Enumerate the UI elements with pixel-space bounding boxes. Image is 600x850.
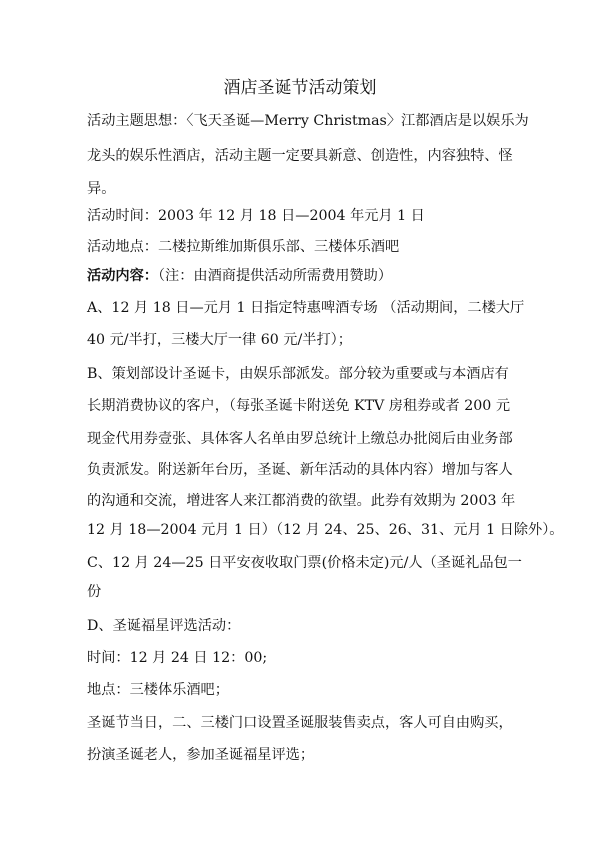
theme-line-1: 活动主题思想：〈飞天圣诞—Merry Christmas〉江都酒店是以娱乐为: [87, 113, 529, 129]
item-c-line-1: C、12 月 24—25 日平安夜收取门票(价格未定)元/人（圣诞礼品包一: [87, 555, 522, 571]
item-b-line-6: 12 月 18—2004 元月 1 日）（12 月 24、25、26、31、元月 1 日除外）。: [87, 522, 564, 538]
activity-content-heading: [87, 266, 392, 286]
activity-content-note: （注：由酒商提供活动所需费用赞助）: [157, 268, 393, 284]
item-d-heading: D、圣诞福星评选活动：: [87, 618, 241, 634]
item-d-time: 时间：12 月 24 日 12：00;: [87, 650, 268, 666]
activity-venue: 活动地点：二楼拉斯维加斯俱乐部、三楼体乐酒吧: [87, 239, 400, 255]
theme-line-2: 龙头的娱乐性酒店，活动主题一定要具新意、创造性，内容独特、怪: [87, 148, 513, 164]
item-a-line-2: 40 元/半打，三楼大厅一律 60 元/半打）；: [87, 332, 352, 348]
item-b-line-5: 的沟通和交流，增进客人来江都消费的欲望。此券有效期为 2003 年: [87, 493, 516, 509]
item-b-line-2: 长期消费协议的客户，（每张圣诞卡附送免 KTV 房租券或者 200 元: [87, 398, 511, 414]
theme-line-3: 异。: [87, 181, 116, 197]
item-b-line-1: B、策划部设计圣诞卡，由娱乐部派发。部分较为重要或与本酒店有: [87, 366, 509, 382]
activity-time: 活动时间：2003 年 12 月 18 日—2004 年元月 1 日: [87, 208, 425, 224]
item-b-line-4: 负责派发。附送新年台历，圣诞、新年活动的具体内容）增加与客人: [87, 462, 513, 478]
item-c-line-2: 份: [87, 584, 102, 600]
document-title: 酒店圣诞节活动策划: [223, 78, 377, 98]
item-b-line-3: 现金代用券壹张、具体客人名单由罗总统计上缴总办批阅后由业务部: [87, 431, 513, 447]
item-d-line-2: 扮演圣诞老人，参加圣诞福星评选；: [87, 747, 315, 763]
item-d-line-1: 圣诞节当日，二、三楼门口设置圣诞服装售卖点，客人可自由购买，: [87, 715, 513, 731]
item-d-place: 地点：三楼体乐酒吧；: [87, 682, 229, 698]
item-a-line-1: A、12 月 18 日—元月 1 日指定特惠啤酒专场 （活动期间，二楼大厅: [87, 300, 525, 316]
activity-content-label: 活动内容：: [87, 268, 158, 284]
